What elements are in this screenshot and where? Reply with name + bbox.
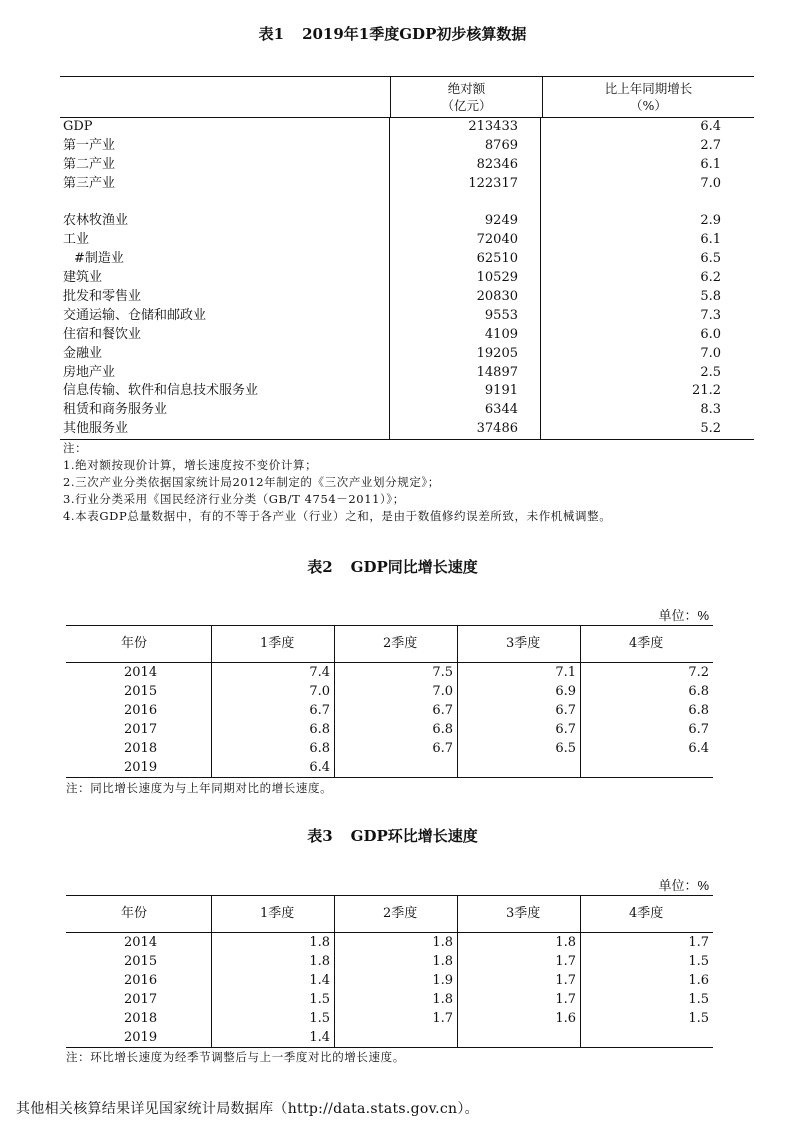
quarter-value-cell: 1.4 bbox=[212, 1028, 335, 1047]
row-label: 建筑业 bbox=[60, 269, 390, 288]
table2-unit: 单位：% bbox=[658, 608, 709, 623]
table2-header-cell: 1季度 bbox=[212, 626, 335, 662]
table-row bbox=[60, 307, 754, 326]
quarter-value-cell: 1.8 bbox=[335, 952, 458, 971]
quarter-value-cell: 6.7 bbox=[458, 701, 581, 720]
table3-title bbox=[0, 826, 785, 846]
quarter-value-cell: 1.7 bbox=[688, 935, 709, 950]
row-absolute-value: 4109 bbox=[390, 326, 541, 345]
row-absolute-value: 62510 bbox=[390, 250, 541, 269]
quarter-value-cell: 6.7 bbox=[335, 701, 458, 720]
note-line: 注： bbox=[63, 441, 88, 455]
quarter-value-cell: 1.5 bbox=[688, 954, 709, 969]
row-label: 租赁和商务服务业 bbox=[60, 401, 390, 420]
row-label: 住宿和餐饮业 bbox=[60, 326, 390, 345]
row-growth-value: 6.4 bbox=[700, 119, 721, 134]
row-absolute-value: 10529 bbox=[390, 269, 541, 288]
table-row bbox=[66, 1009, 713, 1028]
table-row bbox=[60, 194, 754, 213]
table-row bbox=[66, 701, 713, 720]
row-absolute-value: 9249 bbox=[390, 212, 541, 231]
row-growth-value: 6.1 bbox=[700, 232, 721, 248]
row-growth-value: 6.5 bbox=[700, 251, 721, 267]
note-line: 1.绝对额按现价计算，增长速度按不变价计算； bbox=[63, 458, 318, 472]
table2-note: 注：同比增长速度为与上年同期对比的增长速度。 bbox=[66, 781, 333, 795]
row-label: 交通运输、仓储和邮政业 bbox=[60, 307, 390, 326]
quarter-value-cell: 6.7 bbox=[688, 722, 709, 737]
quarter-value-cell: 6.8 bbox=[212, 739, 335, 758]
row-growth-value bbox=[541, 194, 754, 213]
row-absolute-value: 122317 bbox=[390, 175, 541, 194]
quarter-value-cell: 1.6 bbox=[688, 973, 709, 988]
table-row bbox=[60, 420, 754, 439]
row-growth-value: 6.0 bbox=[700, 326, 721, 342]
row-label: #制造业 bbox=[60, 250, 390, 269]
table2-header-cell: 2季度 bbox=[335, 626, 458, 662]
table-row bbox=[66, 952, 713, 971]
quarter-value-cell: 1.8 bbox=[335, 933, 458, 952]
table1-header-growth bbox=[543, 77, 754, 117]
table1-body bbox=[60, 118, 754, 440]
row-label: 第一产业 bbox=[60, 137, 390, 156]
row-growth-value: 5.2 bbox=[700, 421, 721, 437]
table3-unit: 单位：% bbox=[658, 878, 709, 893]
row-absolute-value bbox=[390, 194, 541, 213]
table2-body bbox=[66, 663, 713, 778]
quarter-value-cell bbox=[335, 758, 458, 777]
table1-header-growth-line2: （%） bbox=[630, 98, 667, 113]
quarter-value-cell: 6.5 bbox=[458, 739, 581, 758]
table2-header-cell: 3季度 bbox=[458, 626, 581, 662]
quarter-value-cell: 6.4 bbox=[212, 758, 335, 777]
table3-number: 表3 bbox=[307, 827, 333, 845]
table-row bbox=[66, 739, 713, 758]
quarter-value-cell: 6.8 bbox=[335, 720, 458, 739]
year-cell: 2017 bbox=[66, 990, 212, 1009]
year-cell: 2019 bbox=[66, 1028, 212, 1047]
row-growth-value: 7.0 bbox=[700, 345, 721, 361]
table-row bbox=[60, 175, 754, 194]
quarter-value-cell: 6.7 bbox=[212, 701, 335, 720]
table3-header-cell: 3季度 bbox=[458, 896, 581, 932]
quarter-value-cell bbox=[335, 1028, 458, 1047]
table-row bbox=[60, 137, 754, 156]
table1-header-row bbox=[60, 76, 754, 118]
table1-header-absolute-line1: 绝对额 bbox=[447, 81, 486, 96]
row-label: 批发和零售业 bbox=[60, 288, 390, 307]
table-row bbox=[60, 401, 754, 420]
table1-title bbox=[0, 24, 785, 44]
quarter-value-cell: 7.4 bbox=[212, 663, 335, 682]
quarter-value-cell: 1.5 bbox=[688, 1011, 709, 1026]
quarter-value-cell bbox=[458, 1028, 581, 1047]
row-absolute-value: 213433 bbox=[390, 118, 541, 137]
table-row bbox=[60, 345, 754, 364]
quarter-value-cell: 1.7 bbox=[458, 952, 581, 971]
table1-gdp-preliminary bbox=[60, 76, 754, 440]
note-line: 4.本表GDP总量数据中，有的不等于各产业（行业）之和，是由于数值修约误差所致，未作机械调整。 bbox=[63, 509, 612, 523]
table1-number: 表1 bbox=[258, 25, 285, 43]
quarter-value-cell: 1.9 bbox=[335, 971, 458, 990]
quarter-value-cell: 6.8 bbox=[212, 720, 335, 739]
note-line: 3.行业分类采用《国民经济行业分类（GB/T 4754－2011）》； bbox=[63, 492, 405, 506]
row-absolute-value: 82346 bbox=[390, 156, 541, 175]
table1-notes bbox=[63, 440, 763, 525]
quarter-value-cell: 1.8 bbox=[458, 933, 581, 952]
table3-header-cell: 1季度 bbox=[212, 896, 335, 932]
table3-title-text: GDP环比增长速度 bbox=[350, 827, 478, 845]
table-row bbox=[60, 382, 754, 401]
table2-header-cell: 4季度 bbox=[629, 636, 664, 651]
year-cell: 2014 bbox=[66, 933, 212, 952]
row-growth-value: 7.0 bbox=[700, 175, 721, 191]
footer-database-reference: 其他相关核算结果详见国家统计局数据库（http://data.stats.gov.cn）。 bbox=[16, 1101, 479, 1117]
quarter-value-cell: 1.5 bbox=[212, 990, 335, 1009]
row-absolute-value: 20830 bbox=[390, 288, 541, 307]
table-row bbox=[66, 720, 713, 739]
table2-header-row bbox=[66, 625, 713, 663]
year-cell: 2015 bbox=[66, 952, 212, 971]
year-cell: 2019 bbox=[66, 758, 212, 777]
table2-number: 表2 bbox=[307, 558, 333, 576]
table2-title-text: GDP同比增长速度 bbox=[350, 558, 478, 576]
row-growth-value: 5.8 bbox=[700, 289, 721, 305]
row-absolute-value: 9191 bbox=[390, 382, 541, 401]
table-row bbox=[60, 250, 754, 269]
quarter-value-cell: 7.1 bbox=[458, 663, 581, 682]
table1-header-absolute bbox=[391, 77, 543, 117]
row-growth-value: 2.5 bbox=[700, 364, 721, 380]
row-growth-value: 21.2 bbox=[692, 383, 721, 399]
year-cell: 2016 bbox=[66, 701, 212, 720]
quarter-value-cell: 6.9 bbox=[458, 682, 581, 701]
table-row bbox=[60, 156, 754, 175]
note-line: 2.三次产业分类依据国家统计局2012年制定的《三次产业划分规定》； bbox=[63, 475, 440, 489]
table3-header-cell: 年份 bbox=[66, 896, 212, 932]
row-absolute-value: 8769 bbox=[390, 137, 541, 156]
row-label: 第三产业 bbox=[60, 175, 390, 194]
row-absolute-value: 6344 bbox=[390, 401, 541, 420]
quarter-value-cell bbox=[581, 1028, 713, 1047]
table1-header-blank bbox=[60, 77, 391, 117]
table3-header-cell: 4季度 bbox=[629, 906, 664, 921]
quarter-value-cell: 1.7 bbox=[335, 1009, 458, 1028]
quarter-value-cell: 7.2 bbox=[688, 665, 709, 680]
row-growth-value: 6.2 bbox=[700, 270, 721, 286]
table-row bbox=[66, 971, 713, 990]
row-label: GDP bbox=[60, 118, 390, 137]
row-absolute-value: 37486 bbox=[390, 420, 541, 439]
quarter-value-cell bbox=[458, 758, 581, 777]
quarter-value-cell: 1.5 bbox=[688, 992, 709, 1007]
quarter-value-cell: 7.5 bbox=[335, 663, 458, 682]
table-row bbox=[66, 758, 713, 777]
table-row bbox=[60, 364, 754, 383]
quarter-value-cell: 1.8 bbox=[212, 933, 335, 952]
table-row bbox=[66, 933, 713, 952]
row-growth-value: 2.9 bbox=[700, 213, 721, 229]
quarter-value-cell: 6.8 bbox=[688, 703, 709, 718]
row-label: 房地产业 bbox=[60, 364, 390, 383]
quarter-value-cell: 1.8 bbox=[212, 952, 335, 971]
quarter-value-cell: 1.5 bbox=[212, 1009, 335, 1028]
quarter-value-cell: 1.4 bbox=[212, 971, 335, 990]
table-row bbox=[66, 682, 713, 701]
table2-yoy-growth bbox=[66, 625, 713, 778]
quarter-value-cell: 7.0 bbox=[212, 682, 335, 701]
quarter-value-cell: 6.4 bbox=[688, 741, 709, 756]
table3-header-row bbox=[66, 895, 713, 933]
table3-header-cell: 2季度 bbox=[335, 896, 458, 932]
row-label bbox=[60, 194, 390, 213]
row-label: 信息传输、软件和信息技术服务业 bbox=[60, 382, 390, 401]
table-row bbox=[60, 212, 754, 231]
quarter-value-cell: 1.7 bbox=[458, 990, 581, 1009]
table-row bbox=[60, 269, 754, 288]
row-label: 工业 bbox=[60, 231, 390, 250]
year-cell: 2018 bbox=[66, 739, 212, 758]
table-row bbox=[66, 1028, 713, 1047]
year-cell: 2014 bbox=[66, 663, 212, 682]
table2-header-cell: 年份 bbox=[66, 626, 212, 662]
table2-title bbox=[0, 557, 785, 577]
year-cell: 2016 bbox=[66, 971, 212, 990]
table-row bbox=[60, 288, 754, 307]
row-label: 其他服务业 bbox=[60, 420, 390, 439]
table3-qoq-growth bbox=[66, 895, 713, 1048]
table-row bbox=[60, 231, 754, 250]
row-growth-value: 8.3 bbox=[700, 402, 721, 418]
row-growth-value: 6.1 bbox=[700, 156, 721, 172]
table-row bbox=[60, 118, 754, 137]
row-growth-value: 2.7 bbox=[700, 137, 721, 153]
row-growth-value: 7.3 bbox=[700, 307, 721, 323]
quarter-value-cell: 6.8 bbox=[688, 684, 709, 699]
table1-header-growth-line1: 比上年同期增长 bbox=[604, 81, 693, 96]
table1-header-absolute-line2: （亿元） bbox=[441, 98, 492, 113]
year-cell: 2015 bbox=[66, 682, 212, 701]
quarter-value-cell: 7.0 bbox=[335, 682, 458, 701]
table3-note: 注：环比增长速度为经季节调整后与上一季度对比的增长速度。 bbox=[66, 1050, 405, 1064]
quarter-value-cell: 6.7 bbox=[458, 720, 581, 739]
year-cell: 2018 bbox=[66, 1009, 212, 1028]
row-absolute-value: 14897 bbox=[390, 364, 541, 383]
quarter-value-cell: 1.8 bbox=[335, 990, 458, 1009]
table-row bbox=[66, 990, 713, 1009]
year-cell: 2017 bbox=[66, 720, 212, 739]
row-label: 第二产业 bbox=[60, 156, 390, 175]
table-row bbox=[60, 326, 754, 345]
quarter-value-cell bbox=[581, 758, 713, 777]
quarter-value-cell: 1.6 bbox=[458, 1009, 581, 1028]
row-absolute-value: 9553 bbox=[390, 307, 541, 326]
quarter-value-cell: 6.7 bbox=[335, 739, 458, 758]
row-absolute-value: 72040 bbox=[390, 231, 541, 250]
table1-title-text: 2019年1季度GDP初步核算数据 bbox=[302, 25, 527, 43]
table3-body bbox=[66, 933, 713, 1048]
table-row bbox=[66, 663, 713, 682]
row-absolute-value: 19205 bbox=[390, 345, 541, 364]
row-label: 金融业 bbox=[60, 345, 390, 364]
row-label: 农林牧渔业 bbox=[60, 212, 390, 231]
quarter-value-cell: 1.7 bbox=[458, 971, 581, 990]
